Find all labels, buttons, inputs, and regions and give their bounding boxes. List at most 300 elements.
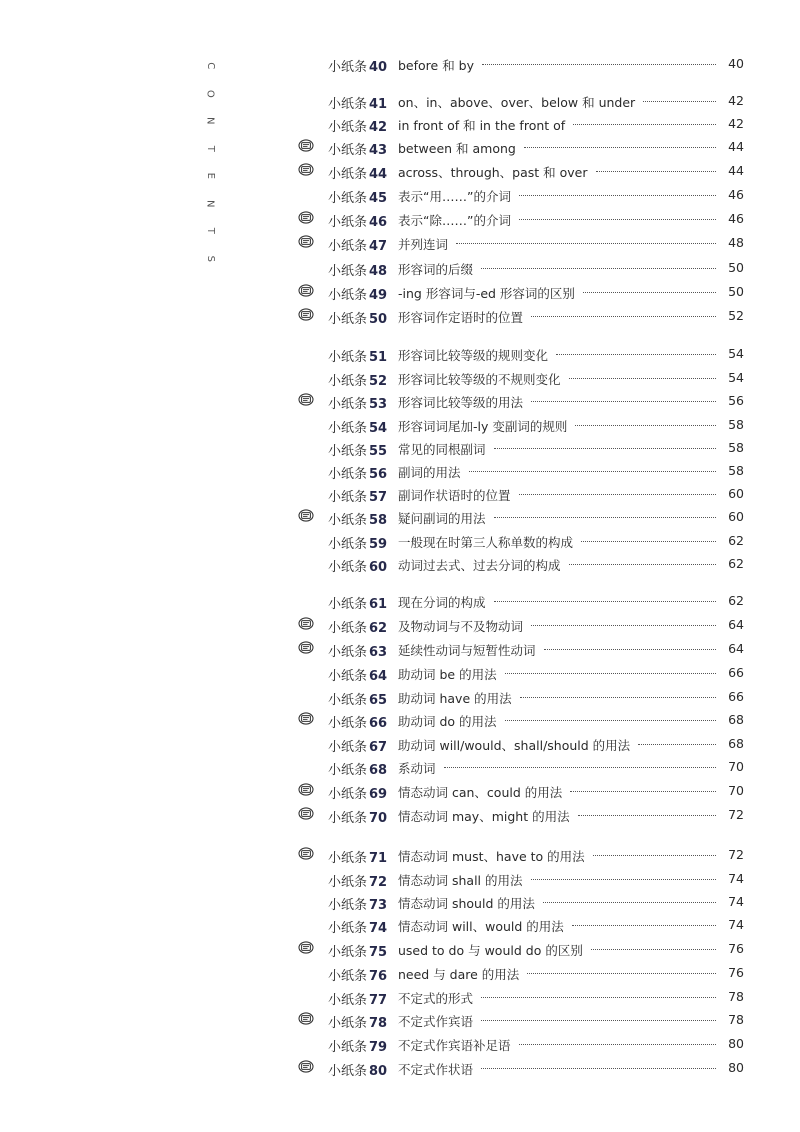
dot-leader: [531, 625, 716, 626]
toc-entry[interactable]: [0, 758, 800, 778]
entry-title: 不定式作宾语补足语: [398, 1038, 511, 1053]
entry-number: 59: [369, 537, 388, 552]
entry-label: [328, 346, 387, 365]
study-badge-icon: [298, 211, 314, 224]
study-badge-icon: [298, 393, 314, 406]
dot-leader: [531, 401, 716, 402]
entry-prefix: 小纸条: [328, 97, 368, 112]
page-number: 42: [728, 116, 744, 131]
entry-prefix: 小纸条: [328, 397, 368, 412]
entry-prefix: 小纸条: [328, 288, 368, 303]
entry-label: [328, 712, 387, 731]
dot-leader: [481, 268, 716, 269]
entry-title: 常见的同根副词: [398, 442, 486, 457]
toc-entry[interactable]: [0, 1035, 800, 1055]
dot-leader: [520, 697, 716, 698]
entry-title: 形容词比较等级的规则变化: [398, 348, 549, 363]
page-number: 48: [728, 235, 744, 250]
entry-number: 80: [369, 1064, 388, 1079]
toc-entry[interactable]: [0, 138, 800, 158]
contents-letter: O: [204, 89, 216, 98]
dot-leader: [524, 147, 716, 148]
entry-prefix: 小纸条: [328, 490, 368, 505]
entry-number: 55: [369, 444, 388, 459]
entry-label: [328, 440, 387, 459]
page-number: 50: [728, 260, 744, 275]
study-badge-icon: [298, 712, 314, 725]
entry-prefix: 小纸条: [328, 312, 368, 327]
dot-leader: [578, 815, 716, 816]
entry-prefix: 小纸条: [328, 143, 368, 158]
entry-label: [328, 689, 387, 708]
toc-entry[interactable]: [0, 1059, 800, 1079]
entry-label: [328, 509, 387, 528]
page-number: 74: [728, 894, 744, 909]
entry-title: 助动词 be 的用法: [398, 667, 497, 682]
entry-title: 不定式的形式: [398, 991, 474, 1006]
dot-leader: [494, 601, 716, 602]
dot-leader: [638, 744, 716, 745]
entry-number: 57: [369, 490, 388, 505]
page-number: 80: [728, 1036, 744, 1051]
dot-leader: [444, 767, 716, 768]
entry-number: 79: [369, 1040, 388, 1055]
toc-entry[interactable]: [0, 115, 800, 135]
entry-label: [328, 260, 387, 279]
entry-prefix: 小纸条: [328, 537, 368, 552]
page-number: 58: [728, 417, 744, 432]
entry-label: [328, 736, 387, 755]
entry-number: 46: [369, 215, 388, 230]
entry-prefix: 小纸条: [328, 787, 368, 802]
toc-entry[interactable]: [0, 735, 800, 755]
dot-leader: [505, 673, 716, 674]
page-number: 44: [728, 139, 744, 154]
contents-letter: T: [204, 227, 216, 234]
entry-prefix: 小纸条: [328, 1016, 368, 1031]
study-badge-icon: [298, 1012, 314, 1025]
study-badge-icon: [298, 807, 314, 820]
toc-entry[interactable]: [0, 186, 800, 206]
entry-label: [328, 1036, 387, 1055]
toc-entry[interactable]: [0, 782, 800, 802]
entry-label: [328, 783, 387, 802]
entry-title: 情态动词 must、have to 的用法: [398, 849, 585, 864]
study-badge-icon: [298, 641, 314, 654]
dot-leader: [494, 517, 716, 518]
toc-entry[interactable]: [0, 307, 800, 327]
entry-number: 47: [369, 239, 388, 254]
entry-prefix: 小纸条: [328, 945, 368, 960]
entry-prefix: 小纸条: [328, 1064, 368, 1079]
toc-entry[interactable]: [0, 664, 800, 684]
entry-title: before 和 by: [398, 58, 475, 73]
dot-leader: [575, 425, 716, 426]
dot-leader: [527, 973, 716, 974]
entry-title: 副词的用法: [398, 465, 461, 480]
entry-prefix: 小纸条: [328, 669, 368, 684]
dot-leader: [572, 925, 716, 926]
entry-title: 情态动词 may、might 的用法: [398, 809, 570, 824]
dot-leader: [573, 124, 716, 125]
entry-title: in front of 和 in the front of: [398, 118, 566, 133]
entry-title: 不定式作状语: [398, 1062, 474, 1077]
entry-number: 64: [369, 669, 388, 684]
page-number: 42: [728, 93, 744, 108]
entry-title: 及物动词与不及物动词: [398, 619, 524, 634]
entry-number: 71: [369, 851, 388, 866]
entry-title: 副词作状语时的位置: [398, 488, 511, 503]
page-number: 68: [728, 736, 744, 751]
entry-prefix: 小纸条: [328, 621, 368, 636]
entry-prefix: 小纸条: [328, 993, 368, 1008]
entry-prefix: 小纸条: [328, 921, 368, 936]
entry-label: [328, 1060, 387, 1079]
toc-entry[interactable]: [0, 1011, 800, 1031]
study-badge-icon: [298, 617, 314, 630]
contents-letter: E: [204, 172, 216, 179]
page-number: 58: [728, 440, 744, 455]
entry-number: 61: [369, 597, 388, 612]
entry-label: [328, 665, 387, 684]
study-badge-icon: [298, 847, 314, 860]
dot-leader: [481, 1068, 716, 1069]
dot-leader: [494, 448, 716, 449]
entry-prefix: 小纸条: [328, 560, 368, 575]
entry-prefix: 小纸条: [328, 421, 368, 436]
entry-label: [328, 641, 387, 660]
page-number: 80: [728, 1060, 744, 1075]
entry-title: 助动词 will/would、shall/should 的用法: [398, 738, 631, 753]
dot-leader: [569, 378, 716, 379]
entry-title: 疑问副词的用法: [398, 511, 486, 526]
toc-entry[interactable]: [0, 92, 800, 112]
entry-title: 形容词词尾加-ly 变副词的规则: [398, 419, 568, 434]
contents-letter: T: [204, 145, 216, 152]
entry-number: 54: [369, 421, 388, 436]
dot-leader: [519, 1044, 716, 1045]
page-number: 40: [728, 56, 744, 71]
entry-prefix: 小纸条: [328, 763, 368, 778]
page-number: 58: [728, 463, 744, 478]
entry-title: 助动词 do 的用法: [398, 714, 497, 729]
dot-leader: [482, 64, 716, 65]
toc-entry[interactable]: [0, 893, 800, 913]
entry-title: 形容词作定语时的位置: [398, 310, 524, 325]
entry-prefix: 小纸条: [328, 191, 368, 206]
entry-label: [328, 486, 387, 505]
dot-leader: [569, 564, 716, 565]
entry-label: [328, 807, 387, 826]
entry-label: [328, 894, 387, 913]
toc-entry[interactable]: [0, 555, 800, 575]
dot-leader: [456, 243, 716, 244]
entry-number: 58: [369, 513, 388, 528]
page-number: 50: [728, 284, 744, 299]
entry-number: 43: [369, 143, 388, 158]
entry-prefix: 小纸条: [328, 264, 368, 279]
dot-leader: [591, 949, 716, 950]
contents-letter: S: [204, 255, 216, 262]
dot-leader: [481, 997, 716, 998]
study-badge-icon: [298, 235, 314, 248]
entry-title: on、in、above、over、below 和 under: [398, 95, 636, 110]
dot-leader: [519, 219, 716, 220]
entry-title: 形容词比较等级的用法: [398, 395, 524, 410]
page-number: 66: [728, 689, 744, 704]
entry-number: 68: [369, 763, 388, 778]
dot-leader: [544, 649, 716, 650]
entry-title: 并列连词: [398, 237, 449, 252]
entry-number: 44: [369, 167, 388, 182]
dot-leader: [583, 292, 716, 293]
toc-entry[interactable]: [0, 210, 800, 230]
toc-entry[interactable]: [0, 392, 800, 412]
entry-number: 78: [369, 1016, 388, 1031]
dot-leader: [556, 354, 716, 355]
page-number: 60: [728, 486, 744, 501]
entry-label: [328, 556, 387, 575]
entry-title: 情态动词 shall 的用法: [398, 873, 523, 888]
entry-prefix: 小纸条: [328, 60, 368, 75]
entry-number: 40: [369, 60, 388, 75]
page-number: 44: [728, 163, 744, 178]
dot-leader: [519, 494, 716, 495]
toc-entry[interactable]: [0, 711, 800, 731]
entry-label: [328, 56, 387, 75]
entry-number: 62: [369, 621, 388, 636]
entry-prefix: 小纸条: [328, 740, 368, 755]
page-number: 46: [728, 187, 744, 202]
entry-number: 45: [369, 191, 388, 206]
entry-title: 系动词: [398, 761, 436, 776]
entry-prefix: 小纸条: [328, 875, 368, 890]
toc-entry[interactable]: [0, 846, 800, 866]
entry-label: [328, 139, 387, 158]
entry-label: [328, 417, 387, 436]
entry-prefix: 小纸条: [328, 215, 368, 230]
entry-title: 现在分词的构成: [398, 595, 486, 610]
dot-leader: [581, 541, 716, 542]
page-number: 46: [728, 211, 744, 226]
entry-title: 情态动词 can、could 的用法: [398, 785, 563, 800]
entry-label: [328, 1012, 387, 1031]
entry-number: 70: [369, 811, 388, 826]
entry-number: 41: [369, 97, 388, 112]
entry-title: between 和 among: [398, 141, 516, 156]
contents-letter: N: [204, 117, 216, 125]
entry-title: -ing 形容词与-ed 形容词的区别: [398, 286, 575, 301]
dot-leader: [531, 879, 717, 880]
entry-number: 72: [369, 875, 388, 890]
entry-title: need 与 dare 的用法: [398, 967, 520, 982]
entry-label: [328, 116, 387, 135]
entry-number: 56: [369, 467, 388, 482]
entry-title: 延续性动词与短暂性动词: [398, 643, 536, 658]
toc-entry[interactable]: [0, 369, 800, 389]
entry-label: [328, 871, 387, 890]
entry-prefix: 小纸条: [328, 1040, 368, 1055]
dot-leader: [570, 791, 716, 792]
entry-title: 动词过去式、过去分词的构成: [398, 558, 561, 573]
entry-label: [328, 917, 387, 936]
toc-entry[interactable]: [0, 345, 800, 365]
entry-label: [328, 370, 387, 389]
entry-title: 形容词的后缀: [398, 262, 474, 277]
entry-label: [328, 847, 387, 866]
dot-leader: [505, 720, 716, 721]
page-number: 72: [728, 807, 744, 822]
dot-leader: [596, 171, 716, 172]
page-number: 66: [728, 665, 744, 680]
study-badge-icon: [298, 1060, 314, 1073]
page-number: 62: [728, 593, 744, 608]
dot-leader: [543, 902, 716, 903]
page-number: 62: [728, 556, 744, 571]
page-number: 74: [728, 871, 744, 886]
entry-label: [328, 941, 387, 960]
toc-entry[interactable]: [0, 940, 800, 960]
page-number: 72: [728, 847, 744, 862]
entry-label: [328, 759, 387, 778]
entry-label: [328, 617, 387, 636]
entry-label: [328, 93, 387, 112]
entry-number: 67: [369, 740, 388, 755]
contents-letter: C: [204, 62, 216, 70]
entry-number: 77: [369, 993, 388, 1008]
entry-number: 74: [369, 921, 388, 936]
entry-title: 情态动词 will、would 的用法: [398, 919, 564, 934]
study-badge-icon: [298, 308, 314, 321]
toc-entry[interactable]: [0, 416, 800, 436]
page-number: 78: [728, 1012, 744, 1027]
study-badge-icon: [298, 509, 314, 522]
entry-number: 65: [369, 693, 388, 708]
toc-entry[interactable]: [0, 916, 800, 936]
entry-label: [328, 187, 387, 206]
toc-entry[interactable]: [0, 806, 800, 826]
entry-prefix: 小纸条: [328, 645, 368, 660]
entry-label: [328, 393, 387, 412]
entry-number: 75: [369, 945, 388, 960]
study-badge-icon: [298, 783, 314, 796]
entry-number: 69: [369, 787, 388, 802]
entry-prefix: 小纸条: [328, 716, 368, 731]
entry-prefix: 小纸条: [328, 513, 368, 528]
entry-title: 一般现在时第三人称单数的构成: [398, 535, 574, 550]
dot-leader: [531, 316, 716, 317]
toc-entry[interactable]: [0, 616, 800, 636]
study-badge-icon: [298, 284, 314, 297]
toc-entry[interactable]: [0, 234, 800, 254]
entry-prefix: 小纸条: [328, 467, 368, 482]
toc-entry[interactable]: [0, 55, 800, 75]
toc-entry[interactable]: [0, 640, 800, 660]
entry-label: [328, 989, 387, 1008]
study-badge-icon: [298, 163, 314, 176]
entry-label: [328, 965, 387, 984]
dot-leader: [593, 855, 716, 856]
entry-prefix: 小纸条: [328, 693, 368, 708]
entry-prefix: 小纸条: [328, 444, 368, 459]
entry-label: [328, 463, 387, 482]
page-number: 70: [728, 783, 744, 798]
entry-label: [328, 533, 387, 552]
entry-title: 表示“除……”的介词: [398, 213, 511, 228]
toc-entry[interactable]: [0, 259, 800, 279]
page-number: 54: [728, 370, 744, 385]
entry-title: across、through、past 和 over: [398, 165, 588, 180]
entry-number: 42: [369, 120, 388, 135]
entry-number: 52: [369, 374, 388, 389]
dot-leader: [519, 195, 716, 196]
page-number: 64: [728, 641, 744, 656]
entry-prefix: 小纸条: [328, 969, 368, 984]
page-number: 76: [728, 965, 744, 980]
toc-entry[interactable]: [0, 964, 800, 984]
entry-prefix: 小纸条: [328, 350, 368, 365]
entry-number: 49: [369, 288, 388, 303]
dot-leader: [643, 101, 716, 102]
entry-title: used to do 与 would do 的区别: [398, 943, 583, 958]
entry-label: [328, 284, 387, 303]
toc-entry[interactable]: [0, 592, 800, 612]
toc-entry[interactable]: [0, 688, 800, 708]
entry-title: 不定式作宾语: [398, 1014, 474, 1029]
page-number: 68: [728, 712, 744, 727]
entry-title: 表示“用……”的介词: [398, 189, 511, 204]
toc-entry[interactable]: [0, 508, 800, 528]
page-number: 70: [728, 759, 744, 774]
entry-label: [328, 163, 387, 182]
entry-prefix: 小纸条: [328, 167, 368, 182]
toc-entry[interactable]: [0, 162, 800, 182]
page-number: 56: [728, 393, 744, 408]
page-number: 62: [728, 533, 744, 548]
toc-entry[interactable]: [0, 870, 800, 890]
entry-number: 73: [369, 898, 388, 913]
toc-entry[interactable]: [0, 532, 800, 552]
entry-number: 48: [369, 264, 388, 279]
entry-title: 助动词 have 的用法: [398, 691, 512, 706]
dot-leader: [469, 471, 716, 472]
study-badge-icon: [298, 139, 314, 152]
toc-entry[interactable]: [0, 283, 800, 303]
entry-prefix: 小纸条: [328, 851, 368, 866]
toc-entry[interactable]: [0, 988, 800, 1008]
entry-prefix: 小纸条: [328, 120, 368, 135]
entry-number: 60: [369, 560, 388, 575]
toc-entry[interactable]: [0, 439, 800, 459]
entry-number: 76: [369, 969, 388, 984]
page-number: 74: [728, 917, 744, 932]
toc-entry[interactable]: [0, 485, 800, 505]
entry-title: 情态动词 should 的用法: [398, 896, 535, 911]
contents-letter: N: [204, 199, 216, 207]
entry-label: [328, 211, 387, 230]
toc-entry[interactable]: [0, 462, 800, 482]
page-number: 52: [728, 308, 744, 323]
entry-prefix: 小纸条: [328, 898, 368, 913]
page-number: 60: [728, 509, 744, 524]
page-number: 76: [728, 941, 744, 956]
entry-label: [328, 308, 387, 327]
entry-prefix: 小纸条: [328, 597, 368, 612]
entry-prefix: 小纸条: [328, 811, 368, 826]
page-number: 78: [728, 989, 744, 1004]
entry-number: 63: [369, 645, 388, 660]
entry-label: [328, 235, 387, 254]
